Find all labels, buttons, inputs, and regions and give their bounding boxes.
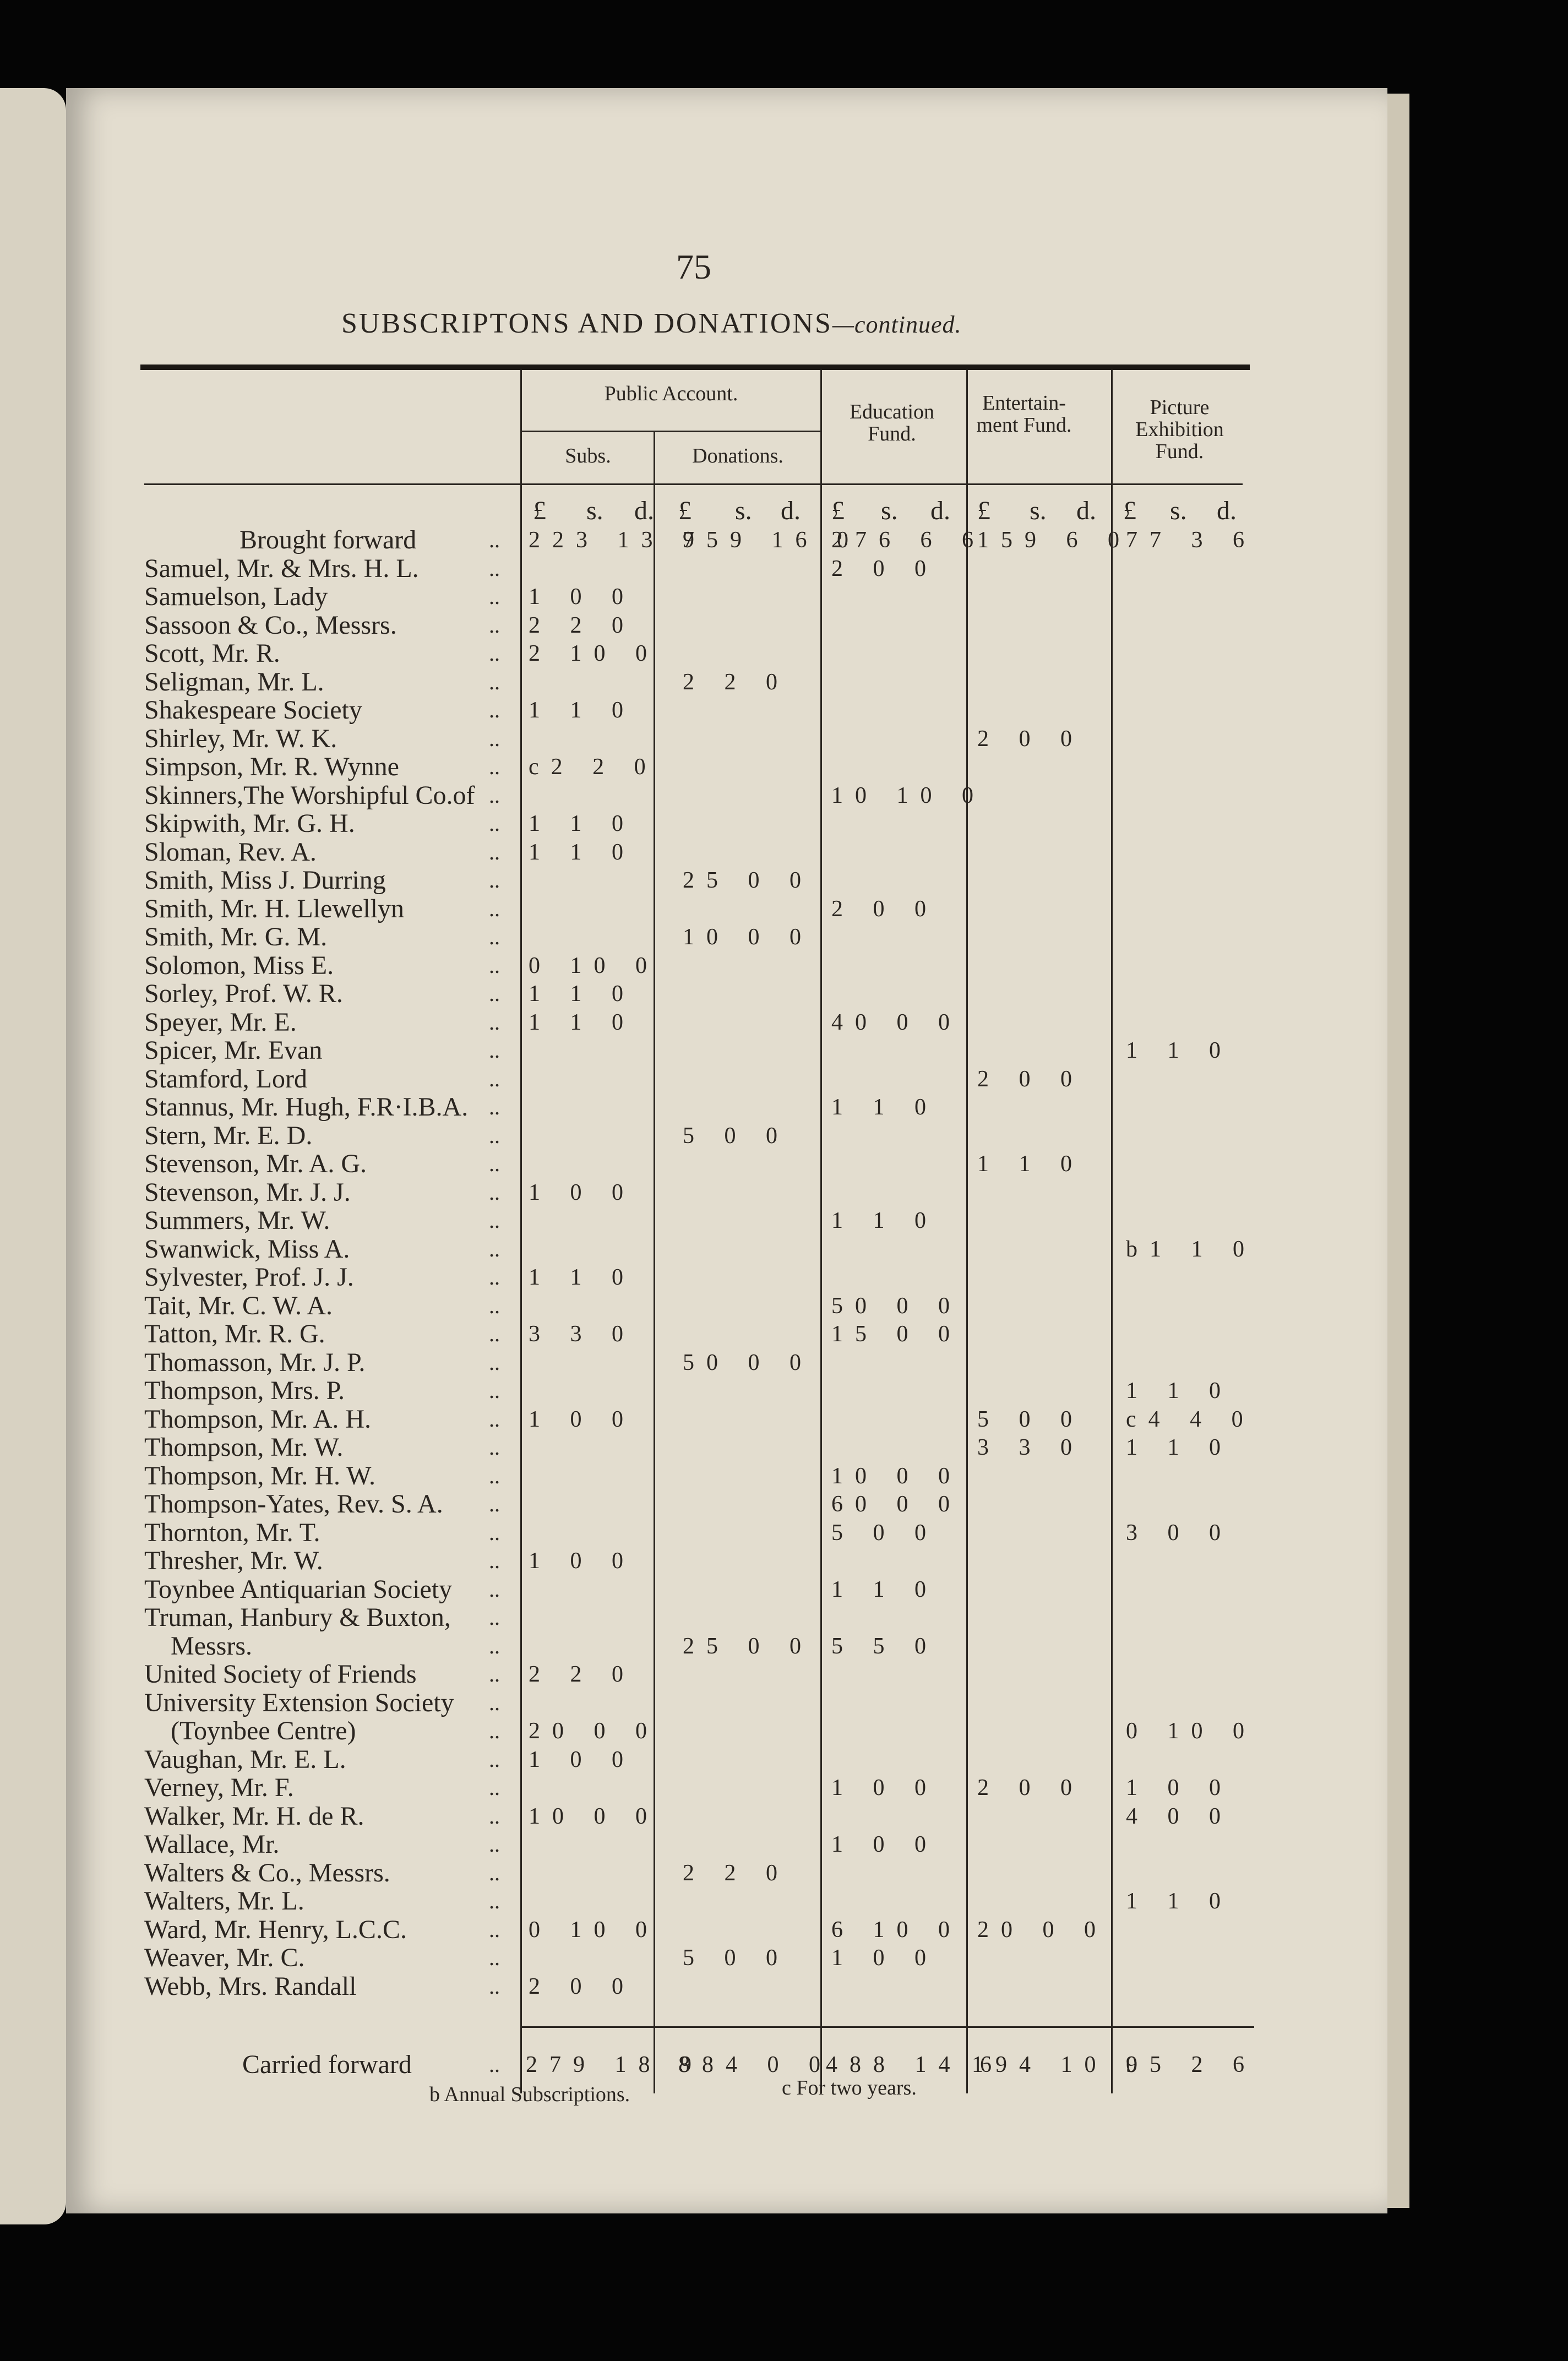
footnote-c: c For two years. xyxy=(782,2076,917,2099)
row-name: Ward, Mr. Henry, L.C.C. xyxy=(144,1914,407,1944)
row-education-amount: 1 1 0 xyxy=(831,1095,938,1120)
row-leader-dots: .. xyxy=(489,1889,500,1913)
public-account-rule xyxy=(522,431,820,432)
row-name: Weaver, Mr. C. xyxy=(144,1943,305,1972)
row-leader-dots: .. xyxy=(489,1520,500,1545)
row-subs-amount: 1 0 0 xyxy=(529,1179,635,1205)
row-entertainment-amount: 2 0 0 xyxy=(977,726,1084,752)
row-leader-dots: .. xyxy=(489,1973,500,1999)
row-leader-dots: .. xyxy=(489,698,500,722)
row-name: United Society of Friends xyxy=(144,1660,417,1689)
unit-pence-pic: d. xyxy=(1217,496,1237,525)
row-picture-amount: 1 1 0 xyxy=(1126,1889,1233,1914)
row-name: Thompson, Mr. H. W. xyxy=(144,1461,376,1490)
row-name: Thresher, Mr. W. xyxy=(144,1546,323,1575)
row-picture-amount: 4 0 0 xyxy=(1126,1803,1233,1829)
row-name: Thompson, Mrs. P. xyxy=(144,1376,345,1405)
row-picture-amount: 0 10 0 xyxy=(1126,1718,1256,1744)
row-leader-dots: .. xyxy=(489,1265,500,1290)
row-leader-dots: .. xyxy=(489,782,500,808)
row-name: (Toynbee Centre) xyxy=(171,1716,356,1745)
title-rule xyxy=(140,365,1250,370)
row-name: Sorley, Prof. W. R. xyxy=(144,979,343,1008)
row-name: Shakespeare Society xyxy=(144,695,362,725)
header-picture-fund: Picture Exhibition Fund. xyxy=(1135,396,1224,463)
row-leader-dots: .. xyxy=(489,1463,500,1488)
row-name: Webb, Mrs. Randall xyxy=(144,1971,357,2001)
row-leader-dots: .. xyxy=(489,1123,500,1148)
row-name: Walters, Mr. L. xyxy=(144,1886,304,1916)
row-name: Solomon, Miss E. xyxy=(144,950,334,980)
row-subs-amount: 0 10 0 xyxy=(529,1917,659,1943)
row-subs-amount: 1 0 0 xyxy=(529,1406,635,1432)
row-name: Stannus, Mr. Hugh, F.R·I.B.A. xyxy=(144,1092,469,1122)
row-name: Simpson, Mr. R. Wynne xyxy=(144,752,399,781)
carried-forward-donations: 884 0 0 xyxy=(678,2052,832,2077)
unit-shilling-pic: s. xyxy=(1170,496,1187,525)
row-picture-amount: 1 1 0 xyxy=(1126,1038,1233,1063)
row-leader-dots: .. xyxy=(489,981,500,1006)
row-picture-amount: 1 0 0 xyxy=(1126,1775,1233,1800)
row-leader-dots: .. xyxy=(489,1605,500,1630)
row-name: Thompson, Mr. A. H. xyxy=(144,1404,372,1434)
row-leader-dots: .. xyxy=(489,1009,500,1035)
row-entertainment-amount: 3 3 0 xyxy=(977,1435,1084,1460)
unit-pence-ent: d. xyxy=(1076,496,1096,525)
carried-forward-education: 488 14 6 xyxy=(826,2052,1004,2077)
row-leader-dots: .. xyxy=(489,1576,500,1602)
row-leader-dots: .. xyxy=(489,1066,500,1091)
row-leader-dots: .. xyxy=(489,1321,500,1346)
row-subs-amount: 1 1 0 xyxy=(529,981,635,1007)
row-education-amount: 60 0 0 xyxy=(831,1492,962,1517)
row-leader-dots: .. xyxy=(489,1548,500,1573)
row-subs-amount: 2 0 0 xyxy=(529,1973,635,1999)
row-leader-dots: .. xyxy=(489,1151,500,1176)
row-education-amount: 50 0 0 xyxy=(831,1293,962,1319)
footnote-b: b Annual Subscriptions. xyxy=(429,2083,630,2106)
carried-forward-leader: .. xyxy=(489,2052,500,2077)
col-divider-3 xyxy=(966,370,968,2093)
row-leader-dots: .. xyxy=(489,1747,500,1772)
row-education-amount: 1 1 0 xyxy=(831,1208,938,1233)
row-donations-amount: 5 0 0 xyxy=(683,1123,790,1149)
unit-pence-don: d. xyxy=(781,496,801,525)
row-name: University Extension Society xyxy=(144,1688,454,1717)
row-subs-amount: 1 1 0 xyxy=(529,1009,635,1035)
row-entertainment-amount: 2 0 0 xyxy=(977,1775,1084,1800)
row-donations-amount: 5 0 0 xyxy=(683,1945,790,1971)
header-bottom-rule xyxy=(144,483,1243,485)
row-picture-amount: 3 0 0 xyxy=(1126,1520,1233,1546)
row-name: Samuelson, Lady xyxy=(144,582,328,611)
unit-pound-don: £ xyxy=(678,496,692,525)
row-name: Spicer, Mr. Evan xyxy=(144,1036,323,1065)
header-donations: Donations. xyxy=(692,444,783,467)
row-leader-dots: .. xyxy=(489,1917,500,1942)
row-entertainment-amount: 159 6 0 xyxy=(977,527,1131,553)
row-education-amount: 2 0 0 xyxy=(831,896,938,922)
row-subs-amount: 1 1 0 xyxy=(529,698,635,723)
row-leader-dots: .. xyxy=(489,1492,500,1516)
row-name: Verney, Mr. F. xyxy=(144,1773,294,1802)
row-leader-dots: .. xyxy=(489,612,500,638)
col-divider-subs xyxy=(654,432,655,2093)
row-subs-amount: 1 1 0 xyxy=(529,1265,635,1290)
row-education-amount: 15 0 0 xyxy=(831,1321,962,1347)
row-education-amount: 1 1 0 xyxy=(831,1576,938,1602)
row-name: Stevenson, Mr. J. J. xyxy=(144,1177,351,1207)
row-education-amount: 1 0 0 xyxy=(831,1832,938,1857)
row-education-amount: 276 6 6 xyxy=(831,527,986,553)
row-name: Walters & Co., Messrs. xyxy=(144,1858,390,1887)
row-education-amount: 1 0 0 xyxy=(831,1775,938,1800)
row-leader-dots: .. xyxy=(489,1718,500,1743)
row-leader-dots: .. xyxy=(489,1236,500,1261)
row-donations-amount: 2 2 0 xyxy=(683,1860,790,1886)
row-name: Stevenson, Mr. A. G. xyxy=(144,1149,367,1178)
row-leader-dots: .. xyxy=(489,896,500,921)
row-donations-amount: 25 0 0 xyxy=(683,1633,813,1659)
row-name: Toynbee Antiquarian Society xyxy=(144,1574,453,1604)
row-name: Scott, Mr. R. xyxy=(144,639,280,668)
row-leader-dots: .. xyxy=(489,1378,500,1403)
row-leader-dots: .. xyxy=(489,1775,500,1800)
row-entertainment-amount: 2 0 0 xyxy=(977,1066,1084,1092)
row-name: Vaughan, Mr. E. L. xyxy=(144,1744,346,1774)
row-education-amount: 6 10 0 xyxy=(831,1917,962,1943)
row-name: Truman, Hanbury & Buxton, xyxy=(144,1603,451,1632)
row-leader-dots: .. xyxy=(489,1662,500,1687)
row-donations-amount: 25 0 0 xyxy=(683,868,813,893)
row-leader-dots: .. xyxy=(489,1350,500,1375)
row-education-amount: 1 0 0 xyxy=(831,1945,938,1971)
unit-pound-pic: £ xyxy=(1123,496,1136,525)
carried-forward-label: Carried forward xyxy=(242,2050,412,2079)
row-name: Sassoon & Co., Messrs. xyxy=(144,610,397,640)
row-subs-amount: 10 0 0 xyxy=(529,1803,659,1829)
row-leader-dots: .. xyxy=(489,839,500,864)
unit-shilling-subs: s. xyxy=(586,496,603,525)
row-picture-amount: 1 1 0 xyxy=(1126,1435,1233,1460)
row-name: Stern, Mr. E. D. xyxy=(144,1120,313,1150)
title-main: SUBSCRIPTONS AND DONATIONS xyxy=(341,308,832,339)
page-stack-edge xyxy=(1387,94,1409,2208)
row-name: Skinners,The Worshipful Co.of xyxy=(144,780,475,810)
row-name: Sloman, Rev. A. xyxy=(144,837,317,867)
header-subs: Subs. xyxy=(565,444,611,467)
row-leader-dots: .. xyxy=(489,1633,500,1658)
title-suffix: —continued. xyxy=(832,311,962,338)
row-leader-dots: .. xyxy=(489,1406,500,1432)
row-leader-dots: .. xyxy=(489,1690,500,1715)
page-number: 75 xyxy=(676,247,711,286)
row-name: Wallace, Mr. xyxy=(144,1830,280,1859)
row-subs-amount: 223 13 9 xyxy=(529,527,706,553)
row-leader-dots: .. xyxy=(489,1860,500,1885)
page-title xyxy=(341,307,1057,340)
unit-pound-subs: £ xyxy=(533,496,546,525)
row-name: Smith, Miss J. Durring xyxy=(144,866,386,895)
row-leader-dots: .. xyxy=(489,1095,500,1119)
carried-forward-subs: 279 18 9 xyxy=(526,2052,704,2077)
row-name: Samuel, Mr. & Mrs. H. L. xyxy=(144,553,419,583)
row-subs-amount: 2 2 0 xyxy=(529,612,635,638)
header-public-account: Public Account. xyxy=(604,382,738,405)
row-leader-dots: .. xyxy=(489,669,500,694)
col-divider-2 xyxy=(820,370,822,2093)
row-picture-amount: c4 4 0 xyxy=(1126,1406,1255,1432)
row-education-amount: 10 0 0 xyxy=(831,1463,962,1489)
row-donations-amount: 2 2 0 xyxy=(683,669,790,695)
col-divider-1 xyxy=(520,370,522,2093)
row-leader-dots: .. xyxy=(489,641,500,666)
row-picture-amount: b1 1 0 xyxy=(1126,1236,1256,1262)
col-divider-4 xyxy=(1111,370,1113,2093)
row-name: Smith, Mr. G. M. xyxy=(144,922,328,951)
row-name: Shirley, Mr. W. K. xyxy=(144,723,337,753)
row-name: Swanwick, Miss A. xyxy=(144,1234,350,1264)
row-leader-dots: .. xyxy=(489,1832,500,1857)
unit-pence-edu: d. xyxy=(930,496,950,525)
row-leader-dots: .. xyxy=(489,868,500,893)
unit-shilling-ent: s. xyxy=(1030,496,1047,525)
row-leader-dots: .. xyxy=(489,1293,500,1318)
row-leader-dots: .. xyxy=(489,1435,500,1460)
row-name: Thompson-Yates, Rev. S. A. xyxy=(144,1489,443,1519)
row-education-amount: 5 0 0 xyxy=(831,1520,938,1546)
row-subs-amount: 20 0 0 xyxy=(529,1718,659,1744)
row-name: Tait, Mr. C. W. A. xyxy=(144,1291,333,1320)
row-picture-amount: 1 1 0 xyxy=(1126,1378,1233,1403)
row-subs-amount: 0 10 0 xyxy=(529,953,659,978)
row-name: Sylvester, Prof. J. J. xyxy=(144,1263,354,1292)
row-leader-dots: .. xyxy=(489,556,500,581)
row-leader-dots: .. xyxy=(489,1038,500,1063)
row-subs-amount: 2 2 0 xyxy=(529,1662,635,1687)
unit-shilling-edu: s. xyxy=(881,496,898,525)
total-rule xyxy=(522,2026,1254,2028)
row-name: Walker, Mr. H. de R. xyxy=(144,1801,364,1831)
unit-shilling-don: s. xyxy=(735,496,752,525)
unit-pence-subs: d. xyxy=(634,496,654,525)
row-education-amount: 5 5 0 xyxy=(831,1633,938,1659)
header-education-fund: Education Fund. xyxy=(849,400,935,445)
row-subs-amount: 2 10 0 xyxy=(529,641,659,666)
row-name: Messrs. xyxy=(171,1631,253,1661)
row-subs-amount: 1 0 0 xyxy=(529,584,635,610)
row-subs-amount: 1 0 0 xyxy=(529,1548,635,1574)
row-name: Seligman, Mr. L. xyxy=(144,667,324,697)
row-name: Brought forward xyxy=(239,525,417,554)
carried-forward-entertainment: 194 10 0 xyxy=(972,2052,1150,2077)
row-leader-dots: .. xyxy=(489,924,500,949)
row-name: Summers, Mr. W. xyxy=(144,1206,330,1235)
row-entertainment-amount: 1 1 0 xyxy=(977,1151,1084,1177)
facing-page-edge xyxy=(0,88,66,2224)
unit-pound-ent: £ xyxy=(977,496,990,525)
unit-pound-edu: £ xyxy=(831,496,845,525)
row-leader-dots: .. xyxy=(489,1803,500,1829)
row-leader-dots: .. xyxy=(489,527,500,552)
carried-forward-picture: 95 2 6 xyxy=(1126,2052,1256,2077)
row-leader-dots: .. xyxy=(489,1208,500,1233)
row-name: Thomasson, Mr. J. P. xyxy=(144,1347,366,1377)
row-entertainment-amount: 5 0 0 xyxy=(977,1406,1084,1432)
row-leader-dots: .. xyxy=(489,726,500,751)
row-name: Stamford, Lord xyxy=(144,1064,307,1094)
row-leader-dots: .. xyxy=(489,953,500,978)
row-name: Smith, Mr. H. Llewellyn xyxy=(144,894,404,923)
row-name: Speyer, Mr. E. xyxy=(144,1007,297,1037)
row-subs-amount: 3 3 0 xyxy=(529,1321,635,1347)
header-entertainment-fund: Entertain- ment Fund. xyxy=(976,391,1072,437)
row-subs-amount: c2 2 0 xyxy=(529,754,658,780)
row-leader-dots: .. xyxy=(489,754,500,779)
row-subs-amount: 1 1 0 xyxy=(529,839,635,865)
row-name: Thompson, Mr. W. xyxy=(144,1433,344,1462)
row-leader-dots: .. xyxy=(489,1945,500,1970)
row-leader-dots: .. xyxy=(489,811,500,836)
row-entertainment-amount: 20 0 0 xyxy=(977,1917,1108,1943)
row-donations-amount: 50 0 0 xyxy=(683,1350,813,1375)
row-education-amount: 40 0 0 xyxy=(831,1009,962,1035)
row-name: Tatton, Mr. R. G. xyxy=(144,1319,325,1348)
row-donations-amount: 759 16 0 xyxy=(683,527,861,553)
row-name: Skipwith, Mr. G. H. xyxy=(144,809,355,838)
row-subs-amount: 1 0 0 xyxy=(529,1747,635,1772)
row-donations-amount: 10 0 0 xyxy=(683,924,813,950)
row-education-amount: 10 10 0 xyxy=(831,782,986,808)
row-education-amount: 2 0 0 xyxy=(831,556,938,581)
row-leader-dots: .. xyxy=(489,1179,500,1205)
row-picture-amount: 77 3 6 xyxy=(1126,527,1256,553)
row-name: Thornton, Mr. T. xyxy=(144,1517,320,1547)
row-subs-amount: 1 1 0 xyxy=(529,811,635,836)
row-leader-dots: .. xyxy=(489,584,500,609)
